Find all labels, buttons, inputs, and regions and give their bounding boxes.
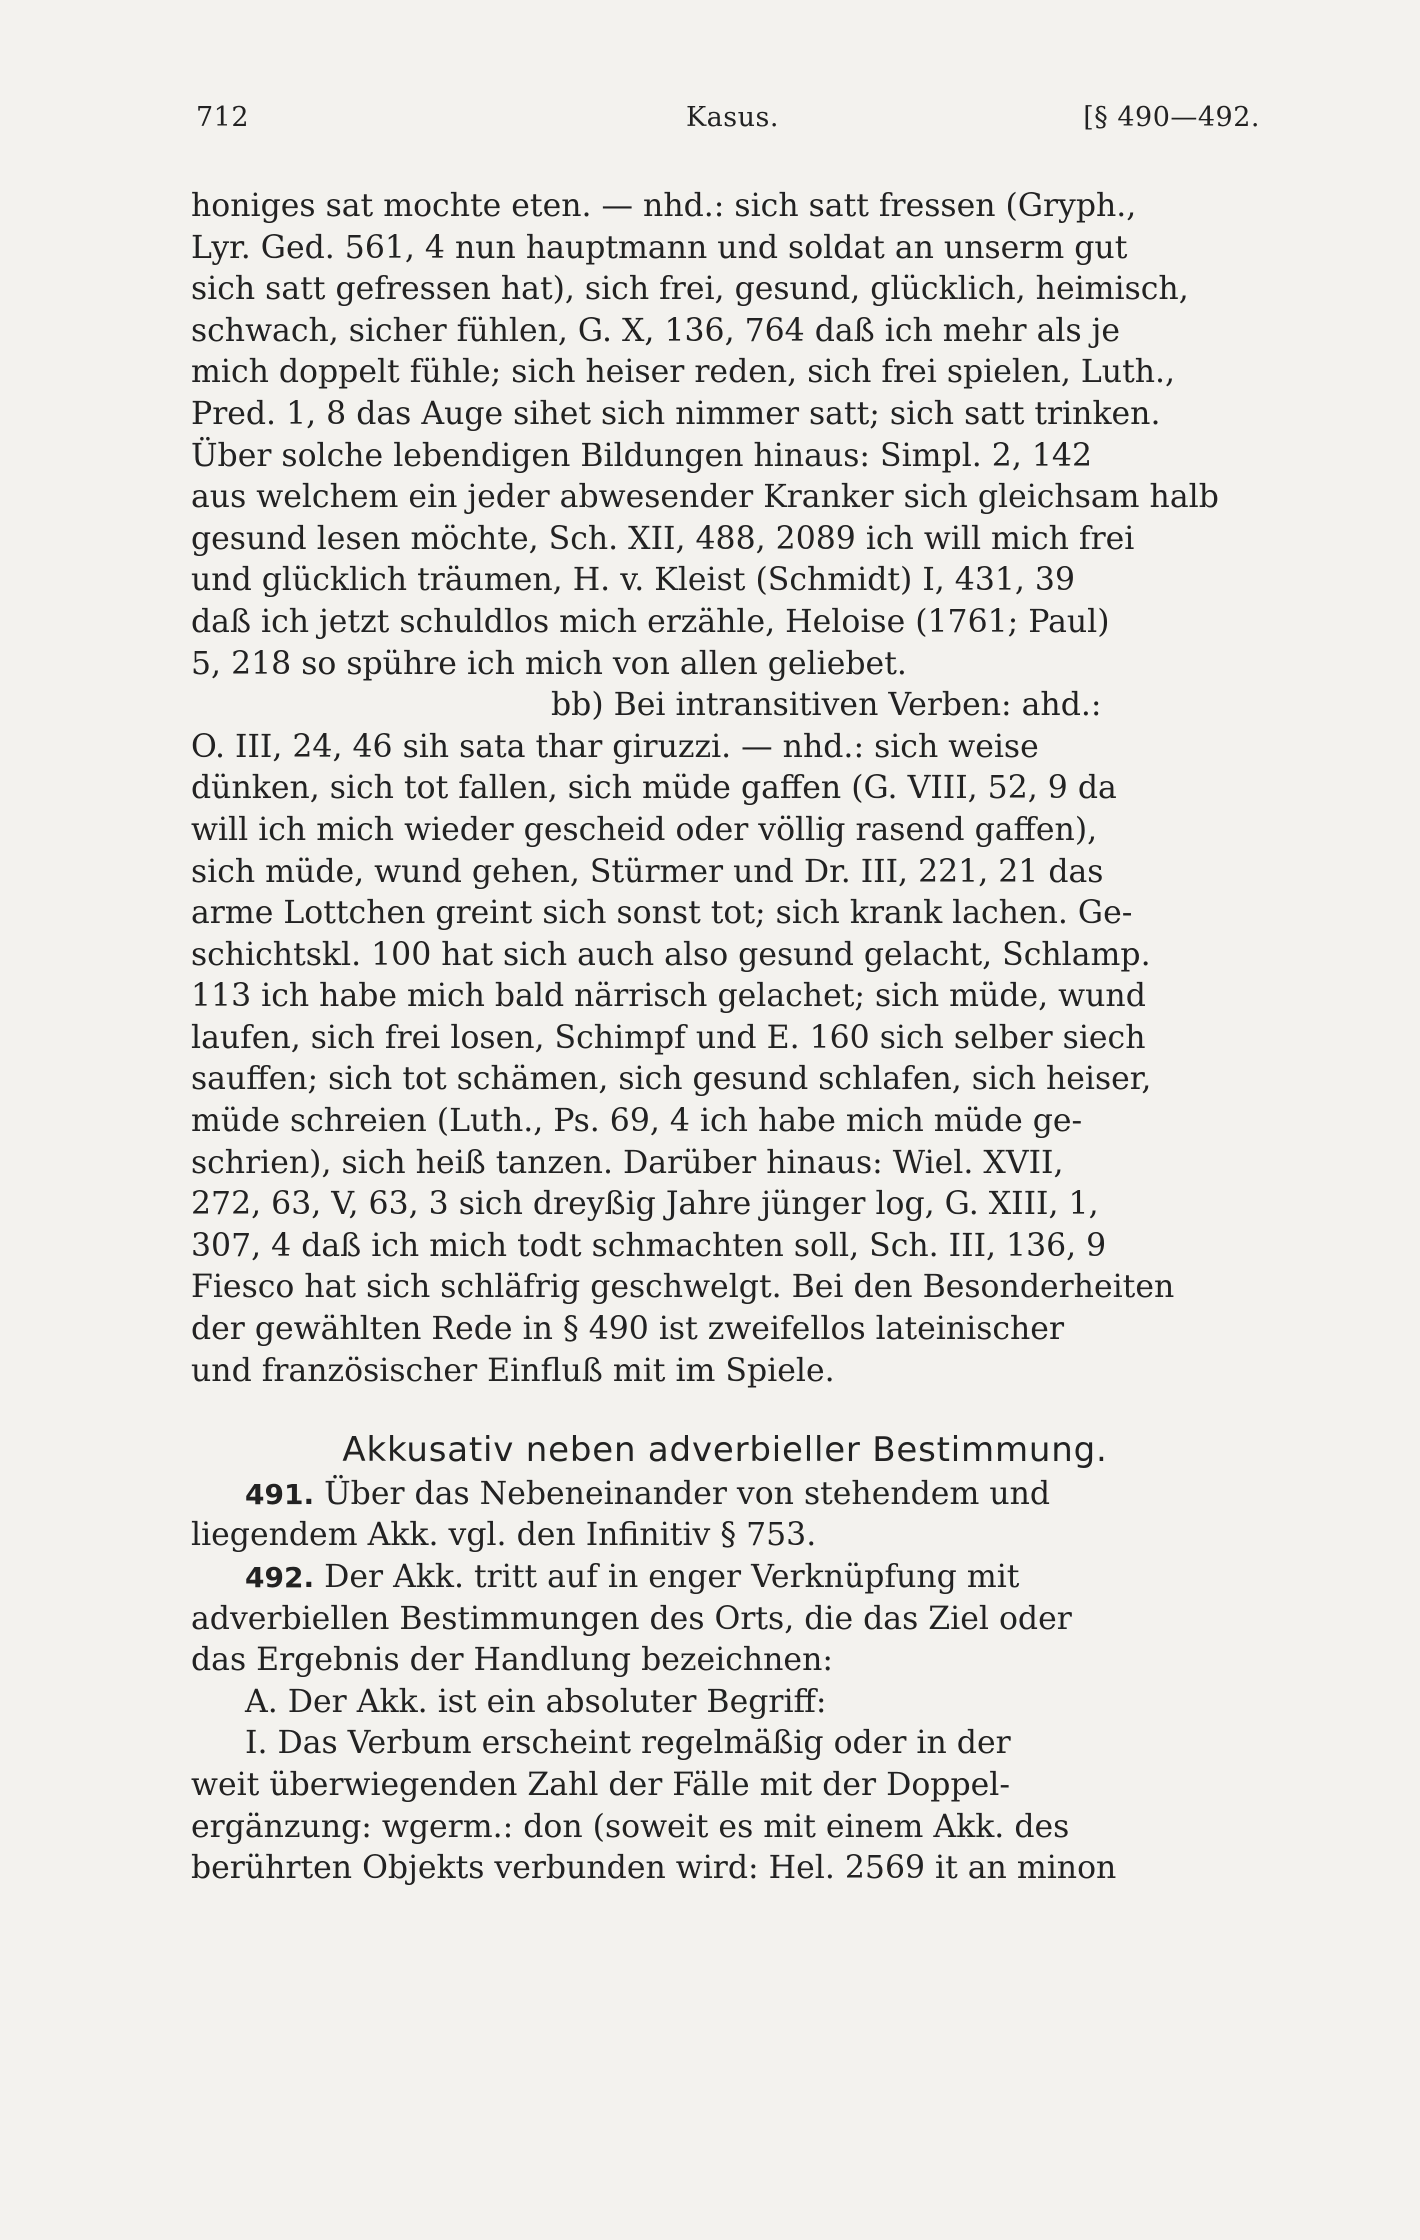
- text-line: bb) Bei intransitiven Verben: ahd.:: [551, 687, 1102, 724]
- page-number: 712: [196, 102, 250, 133]
- paragraph-I: [191, 1723, 1259, 1889]
- text-line: dünken, sich tot fallen, sich müde gaffen (G. VIII, 52, 9 da: [191, 770, 1117, 807]
- paragraph-intransitive-verbs: [191, 685, 1259, 1392]
- text-line: laufen, sich frei losen, Schimpf und E. 160 sich selber siech: [191, 1019, 1146, 1056]
- text-line: Pred. 1, 8 das Auge sihet sich nimmer satt; sich satt trinken.: [191, 395, 1161, 432]
- paragraph-number: 491.: [245, 1477, 315, 1511]
- text-line: sich müde, wund gehen, Stürmer und Dr. III, 221, 21 das: [191, 853, 1104, 890]
- running-title: Kasus.: [686, 102, 779, 133]
- text-line: A. Der Akk. ist ein absoluter Begriff:: [245, 1683, 827, 1720]
- text-line: adverbiellen Bestimmungen des Orts, die das Ziel oder: [191, 1600, 1072, 1637]
- text-line: berührten Objekts verbunden wird: Hel. 2569 it an minon: [191, 1850, 1117, 1887]
- text-line: sich satt gefressen hat), sich frei, gesund, glücklich, heimisch,: [191, 271, 1189, 308]
- running-header: [196, 102, 1260, 142]
- paragraph-examples-transitive: [191, 186, 1259, 685]
- text-line: der gewählten Rede in § 490 ist zweifellos lateinischer: [191, 1311, 1065, 1348]
- section-heading: Akkusativ neben adverbieller Bestimmung.: [342, 1430, 1108, 1471]
- text-body: [191, 186, 1259, 1890]
- text-line: weit überwiegenden Zahl der Fälle mit der Doppel-: [191, 1766, 1010, 1803]
- text-line: gesund lesen möchte, Sch. XII, 488, 2089 ich will mich frei: [191, 520, 1135, 557]
- text-line-content: Über das Nebeneinander von stehendem und: [324, 1475, 1051, 1512]
- text-line: honiges sat mochte eten. — nhd.: sich satt fressen (Gryph.,: [191, 188, 1137, 224]
- paragraph-491: [191, 1474, 1259, 1557]
- text-line: sauffen; sich tot schämen, sich gesund schlafen, sich heiser,: [191, 1061, 1152, 1098]
- text-line: und glücklich träumen, H. v. Kleist (Schmidt) I, 431, 39: [191, 562, 1076, 599]
- text-line: 272, 63, V, 63, 3 sich dreyßig Jahre jünger log, G. XIII, 1,: [191, 1186, 1099, 1223]
- text-line: will ich mich wieder gescheid oder völlig rasend gaffen),: [191, 811, 1098, 848]
- paragraph-492: [191, 1557, 1259, 1682]
- text-line: ergänzung: wgerm.: don (soweit es mit einem Akk. des: [191, 1808, 1070, 1845]
- text-line: arme Lottchen greint sich sonst tot; sich krank lachen. Ge-: [191, 895, 1133, 932]
- text-line: 113 ich habe mich bald närrisch gelachet; sich müde, wund: [191, 978, 1146, 1015]
- text-line: und französischer Einfluß mit im Spiele.: [191, 1352, 835, 1389]
- text-line: das Ergebnis der Handlung bezeichnen:: [191, 1642, 833, 1679]
- text-line: I. Das Verbum erscheint regelmäßig oder in der: [245, 1725, 1011, 1762]
- text-line: 5, 218 so spühre ich mich von allen geliebet.: [191, 645, 907, 682]
- text-line: müde schreien (Luth., Ps. 69, 4 ich habe mich müde ge-: [191, 1103, 1083, 1140]
- paragraph-number: 492.: [245, 1561, 315, 1594]
- text-line: Fiesco hat sich schläfrig geschwelgt. Bei den Besonderheiten: [191, 1269, 1175, 1306]
- text-line: liegendem Akk. vgl. den Infinitiv § 753.: [191, 1517, 817, 1554]
- text-line: 307, 4 daß ich mich todt schmachten soll, Sch. III, 136, 9: [191, 1227, 1107, 1264]
- text-line: daß ich jetzt schuldlos mich erzähle, Heloise (1761; Paul): [191, 603, 1110, 640]
- text-line: O. III, 24, 46 sih sata thar giruzzi. — nhd.: sich weise: [191, 728, 1039, 765]
- text-line: [191, 1474, 1259, 1516]
- text-line: schichtskl. 100 hat sich auch also gesund gelacht, Schlamp.: [191, 936, 1151, 973]
- text-line: Über solche lebendigen Bildungen hinaus: Simpl. 2, 142: [191, 437, 1092, 474]
- text-line: aus welchem ein jeder abwesender Kranker sich gleichsam halb: [191, 479, 1219, 516]
- text-line-content: Der Akk. tritt auf in enger Verknüpfung mit: [324, 1559, 1020, 1595]
- section-range: [§ 490—492.: [1083, 102, 1260, 133]
- text-line: [191, 1557, 1259, 1599]
- text-line: schrien), sich heiß tanzen. Darüber hinaus: Wiel. XVII,: [191, 1144, 1064, 1181]
- paragraph-A: [191, 1682, 1259, 1724]
- text-line: Lyr. Ged. 561, 4 nun hauptmann und soldat an unserm gut: [191, 229, 1128, 266]
- text-line: schwach, sicher fühlen, G. X, 136, 764 daß ich mehr als je: [191, 312, 1121, 349]
- text-line: mich doppelt fühle; sich heiser reden, sich frei spielen, Luth.,: [191, 354, 1176, 391]
